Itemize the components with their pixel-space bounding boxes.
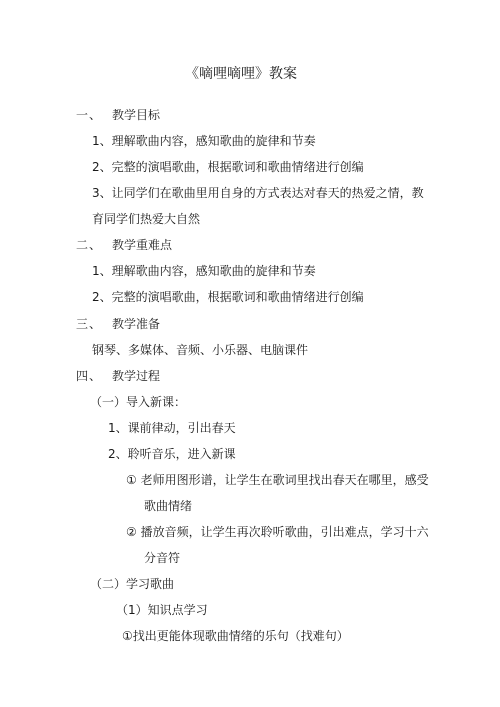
section-heading: 教学目标 (112, 108, 161, 122)
list-item: 育同学们热爱大自然 (92, 212, 201, 226)
list-item: 分音符 (144, 551, 181, 565)
list-item: 2、完整的演唱歌曲，根据歌词和歌曲情绪进行创编 (92, 160, 364, 174)
list-item: 2、聆听音乐，进入新课 (108, 447, 236, 461)
subsection-heading: （一）导入新课： (90, 395, 187, 409)
subsection-heading: （二）学习歌曲 (90, 577, 175, 591)
list-item: 2、完整的演唱歌曲，根据歌词和歌曲情绪进行创编 (92, 290, 364, 304)
list-item: ①找出更能体现歌曲情绪的乐句（找难句） (122, 629, 349, 643)
list-item: 钢琴、多媒体、音频、小乐器、电脑课件 (92, 343, 309, 357)
list-item: 1、理解歌曲内容，感知歌曲的旋律和节奏 (92, 134, 316, 148)
list-item: ① 老师用图形谱，让学生在歌词里找出春天在哪里，感受 (126, 473, 429, 487)
section-heading: 教学准备 (112, 317, 161, 331)
list-item: 3、让同学们在歌曲里用自身的方式表达对春天的热爱之情，教 (92, 186, 424, 200)
list-item: 歌曲情绪 (144, 499, 193, 513)
section-number: 一、 (76, 108, 103, 122)
section-number: 三、 (76, 317, 103, 331)
section-heading: 教学过程 (112, 369, 161, 383)
document-title: 《嘀哩嘀哩》教案 (185, 66, 297, 82)
section-number: 四、 (76, 369, 103, 383)
list-item: 1、理解歌曲内容，感知歌曲的旋律和节奏 (92, 264, 316, 278)
section-number: 二、 (76, 238, 103, 252)
list-item: 1、课前律动，引出春天 (108, 421, 236, 435)
list-item: （1）知识点学习 (116, 603, 208, 617)
list-item: ② 播放音频，让学生再次聆听歌曲，引出难点，学习十六 (126, 525, 429, 539)
section-heading: 教学重难点 (112, 238, 173, 252)
